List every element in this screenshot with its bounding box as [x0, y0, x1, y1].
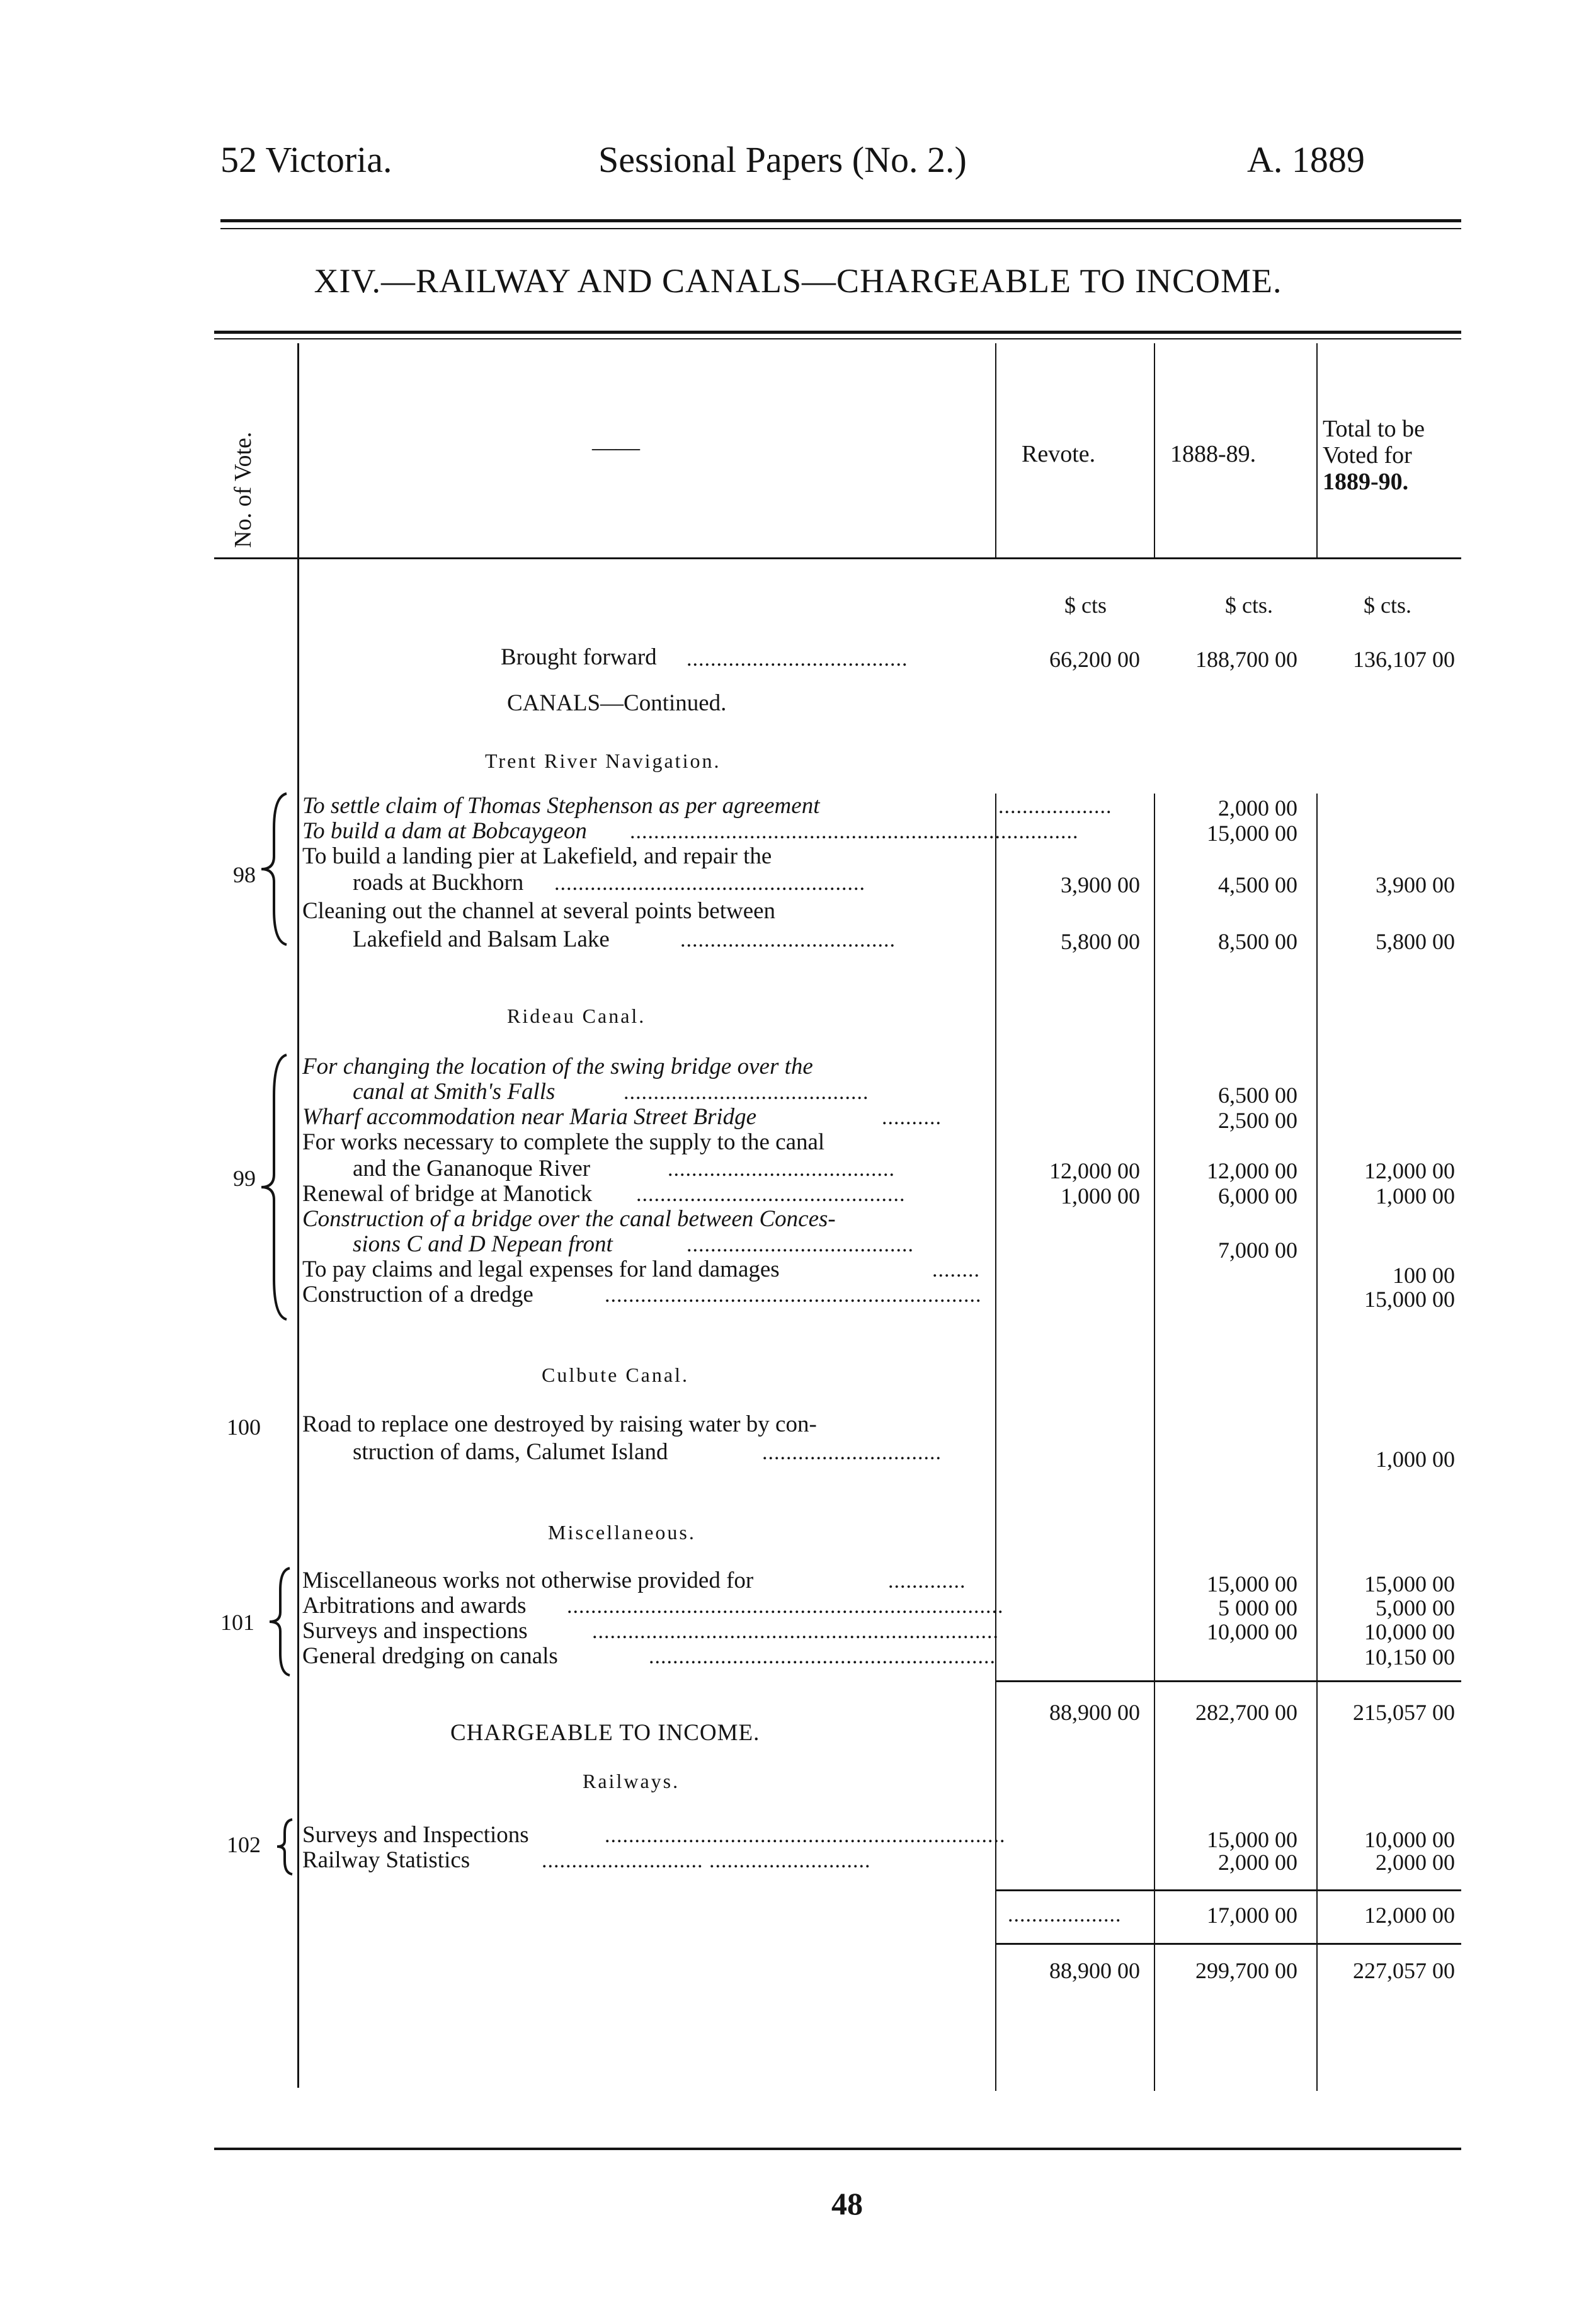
leader-dots: ...................................... [687, 1233, 914, 1256]
leader-dots: ................................................................... [605, 1824, 1006, 1847]
vote-number: 98 [233, 862, 256, 887]
header-rule-bottom [220, 228, 1461, 229]
railways-heading: Railways. [583, 1770, 680, 1792]
rideau-amount: 7,000 00 [1218, 1238, 1297, 1263]
rideau-amount: 1,000 00 [1376, 1183, 1455, 1209]
col-sep-vote [297, 343, 299, 2088]
brought-forward-1888-89: 188,700 00 [1195, 647, 1297, 672]
table-top-rule-thin [214, 338, 1461, 339]
trent-line: To build a dam at Bobcaygeon [302, 818, 587, 844]
col-sep-revote [995, 794, 996, 2091]
brought-forward-total: 136,107 00 [1353, 647, 1455, 672]
rideau-line: and the Gananoque River [353, 1156, 591, 1181]
col-sep-year [1154, 794, 1155, 2091]
misc-amount: 5 000 00 [1218, 1595, 1297, 1620]
misc-amount: 10,000 00 [1207, 1619, 1297, 1644]
trent-amount: 3,900 00 [1376, 872, 1455, 897]
column-head-total-line2: Voted for [1323, 442, 1412, 469]
rideau-line: Renewal of bridge at Manotick [302, 1181, 593, 1207]
misc-amount: 15,000 00 [1207, 1571, 1297, 1597]
unit-revote: $ cts [1064, 593, 1107, 618]
railways-amount: 2,000 00 [1218, 1850, 1297, 1875]
misc-line: General dredging on canals [302, 1643, 558, 1669]
rideau-line: For works necessary to complete the supply to the canal [302, 1129, 825, 1155]
subtotal2-total: 12,000 00 [1364, 1903, 1455, 1928]
leader-dots: .................................... [680, 928, 896, 952]
leader-dots: ........................................................................... [630, 820, 1079, 843]
culbute-heading: Culbute Canal. [542, 1363, 689, 1386]
vote-number: 100 [227, 1415, 261, 1440]
leader-dots: .................................................... [554, 872, 865, 895]
col-sep-total-head [1316, 343, 1318, 557]
misc-line: Miscellaneous works not otherwise provided for [302, 1568, 754, 1593]
trent-amount: 15,000 00 [1207, 821, 1297, 846]
column-head-total-line3: 1889-90. [1323, 469, 1409, 495]
canals-continued-heading: CANALS—Continued. [507, 690, 727, 716]
column-head-total-line1: Total to be [1323, 416, 1425, 442]
subtotal2-1888-89: 17,000 00 [1207, 1903, 1297, 1928]
leader-dots: ...................................... [668, 1158, 895, 1181]
leader-dots: ................... [1008, 1903, 1122, 1927]
misc-line: Arbitrations and awards [302, 1593, 527, 1619]
header-year: A. 1889 [1247, 139, 1365, 180]
brace-99 [255, 1052, 293, 1323]
subtotal-rule [996, 1680, 1461, 1682]
column-head-vote: No. of Vote. [230, 431, 256, 548]
rideau-amount: 6,500 00 [1218, 1083, 1297, 1108]
rideau-line: Construction of a dredge [302, 1282, 533, 1307]
unit-1888-89: $ cts. [1225, 593, 1273, 618]
subtotal-revote: 88,900 00 [1049, 1700, 1140, 1725]
page-title: XIV.—RAILWAY AND CANALS—CHARGEABLE TO INCOME. [314, 262, 1282, 300]
rideau-amount: 15,000 00 [1364, 1287, 1455, 1312]
rideau-heading: Rideau Canal. [507, 1005, 646, 1027]
header-volume: 52 Victoria. [220, 139, 392, 180]
leader-dots: ............................................................... [605, 1284, 982, 1307]
leader-dots: .................................................................... [592, 1620, 999, 1643]
rideau-line: To pay claims and legal expenses for land damages [302, 1256, 780, 1282]
vote-number: 99 [233, 1166, 256, 1191]
brace-98 [255, 790, 293, 948]
trent-line: Cleaning out the channel at several points between [302, 898, 776, 924]
misc-amount: 5,000 00 [1376, 1595, 1455, 1620]
leader-dots: ........ [932, 1258, 980, 1282]
leader-dots: ......................................................................... [567, 1595, 1004, 1618]
trent-amount: 5,800 00 [1061, 929, 1140, 954]
header-sessional-papers: Sessional Papers (No. 2.) [598, 139, 967, 180]
table-head-rule [214, 557, 1461, 559]
trent-amount: 5,800 00 [1376, 929, 1455, 954]
table-bottom-rule [214, 2148, 1461, 2150]
leader-dots: .......................................................... [649, 1645, 996, 1668]
chargeable-heading: CHARGEABLE TO INCOME. [450, 1720, 760, 1746]
subtotal-1888-89: 282,700 00 [1195, 1700, 1297, 1725]
trent-line: To settle claim of Thomas Stephenson as per agreement [302, 793, 820, 819]
railways-line: Surveys and Inspections [302, 1822, 529, 1848]
column-head-revote: Revote. [1022, 441, 1096, 467]
column-head-description: —— [592, 435, 640, 461]
brace-102 [272, 1817, 297, 1877]
table-top-rule [214, 331, 1461, 334]
misc-heading: Miscellaneous. [548, 1521, 696, 1544]
leader-dots: ..................................... [687, 647, 908, 671]
subtotal-rule [996, 1889, 1461, 1891]
grand-total-total: 227,057 00 [1353, 1958, 1455, 1983]
trent-line: To build a landing pier at Lakefield, and repair the [302, 843, 772, 869]
culbute-line: Road to replace one destroyed by raising water by con- [302, 1411, 817, 1437]
trent-heading: Trent River Navigation. [485, 749, 721, 772]
column-head-1888-89: 1888-89. [1170, 441, 1257, 467]
header-rule-top [220, 219, 1461, 222]
grand-total-revote: 88,900 00 [1049, 1958, 1140, 1983]
unit-total: $ cts. [1364, 593, 1411, 618]
trent-amount: 2,000 00 [1218, 795, 1297, 821]
vote-number: 102 [227, 1832, 261, 1857]
culbute-amount: 1,000 00 [1376, 1447, 1455, 1472]
grand-total-1888-89: 299,700 00 [1195, 1958, 1297, 1983]
leader-dots: ................... [998, 795, 1112, 818]
trent-line: Lakefield and Balsam Lake [353, 926, 610, 952]
col-sep-total [1316, 794, 1318, 2091]
rideau-line: For changing the location of the swing bridge over the [302, 1054, 813, 1079]
rideau-line: Wharf accommodation near Maria Street Bridge [302, 1104, 757, 1130]
brought-forward-label: Brought forward [501, 644, 657, 670]
subtotal-total: 215,057 00 [1353, 1700, 1455, 1725]
brace-101 [265, 1565, 296, 1678]
misc-line: Surveys and inspections [302, 1618, 528, 1644]
leader-dots: ............. [888, 1569, 966, 1593]
brought-forward-revote: 66,200 00 [1049, 647, 1140, 672]
rideau-amount: 1,000 00 [1061, 1183, 1140, 1209]
page-number: 48 [831, 2186, 863, 2221]
rideau-amount: 100 00 [1393, 1263, 1455, 1288]
railways-line: Railway Statistics [302, 1847, 470, 1873]
railways-amount: 2,000 00 [1376, 1850, 1455, 1875]
rideau-amount: 12,000 00 [1049, 1158, 1140, 1183]
rideau-line: canal at Smith's Falls [353, 1079, 556, 1105]
leader-dots: ............................................. [636, 1183, 906, 1206]
trent-amount: 3,900 00 [1061, 872, 1140, 897]
misc-amount: 10,000 00 [1364, 1619, 1455, 1644]
trent-line: roads at Buckhorn [353, 870, 524, 896]
rideau-amount: 12,000 00 [1364, 1158, 1455, 1183]
railways-amount: 15,000 00 [1207, 1827, 1297, 1852]
rideau-amount: 12,000 00 [1207, 1158, 1297, 1183]
rideau-amount: 6,000 00 [1218, 1183, 1297, 1209]
railways-amount: 10,000 00 [1364, 1827, 1455, 1852]
vote-number: 101 [220, 1610, 254, 1635]
trent-amount: 8,500 00 [1218, 929, 1297, 954]
leader-dots: .......... [882, 1106, 942, 1129]
leader-dots: ......................................... [624, 1081, 869, 1104]
leader-dots: ........................... ........................... [542, 1849, 871, 1872]
rideau-line: sions C and D Nepean front [353, 1231, 613, 1257]
col-sep-revote-head [995, 343, 996, 557]
col-sep-year-head [1154, 343, 1155, 557]
leader-dots: .............................. [762, 1441, 942, 1464]
rideau-line: Construction of a bridge over the canal between Conces- [302, 1206, 836, 1232]
misc-amount: 10,150 00 [1364, 1644, 1455, 1670]
misc-amount: 15,000 00 [1364, 1571, 1455, 1597]
rideau-amount: 2,500 00 [1218, 1108, 1297, 1133]
culbute-line: struction of dams, Calumet Island [353, 1439, 668, 1465]
trent-amount: 4,500 00 [1218, 872, 1297, 897]
total-rule [996, 1943, 1461, 1945]
